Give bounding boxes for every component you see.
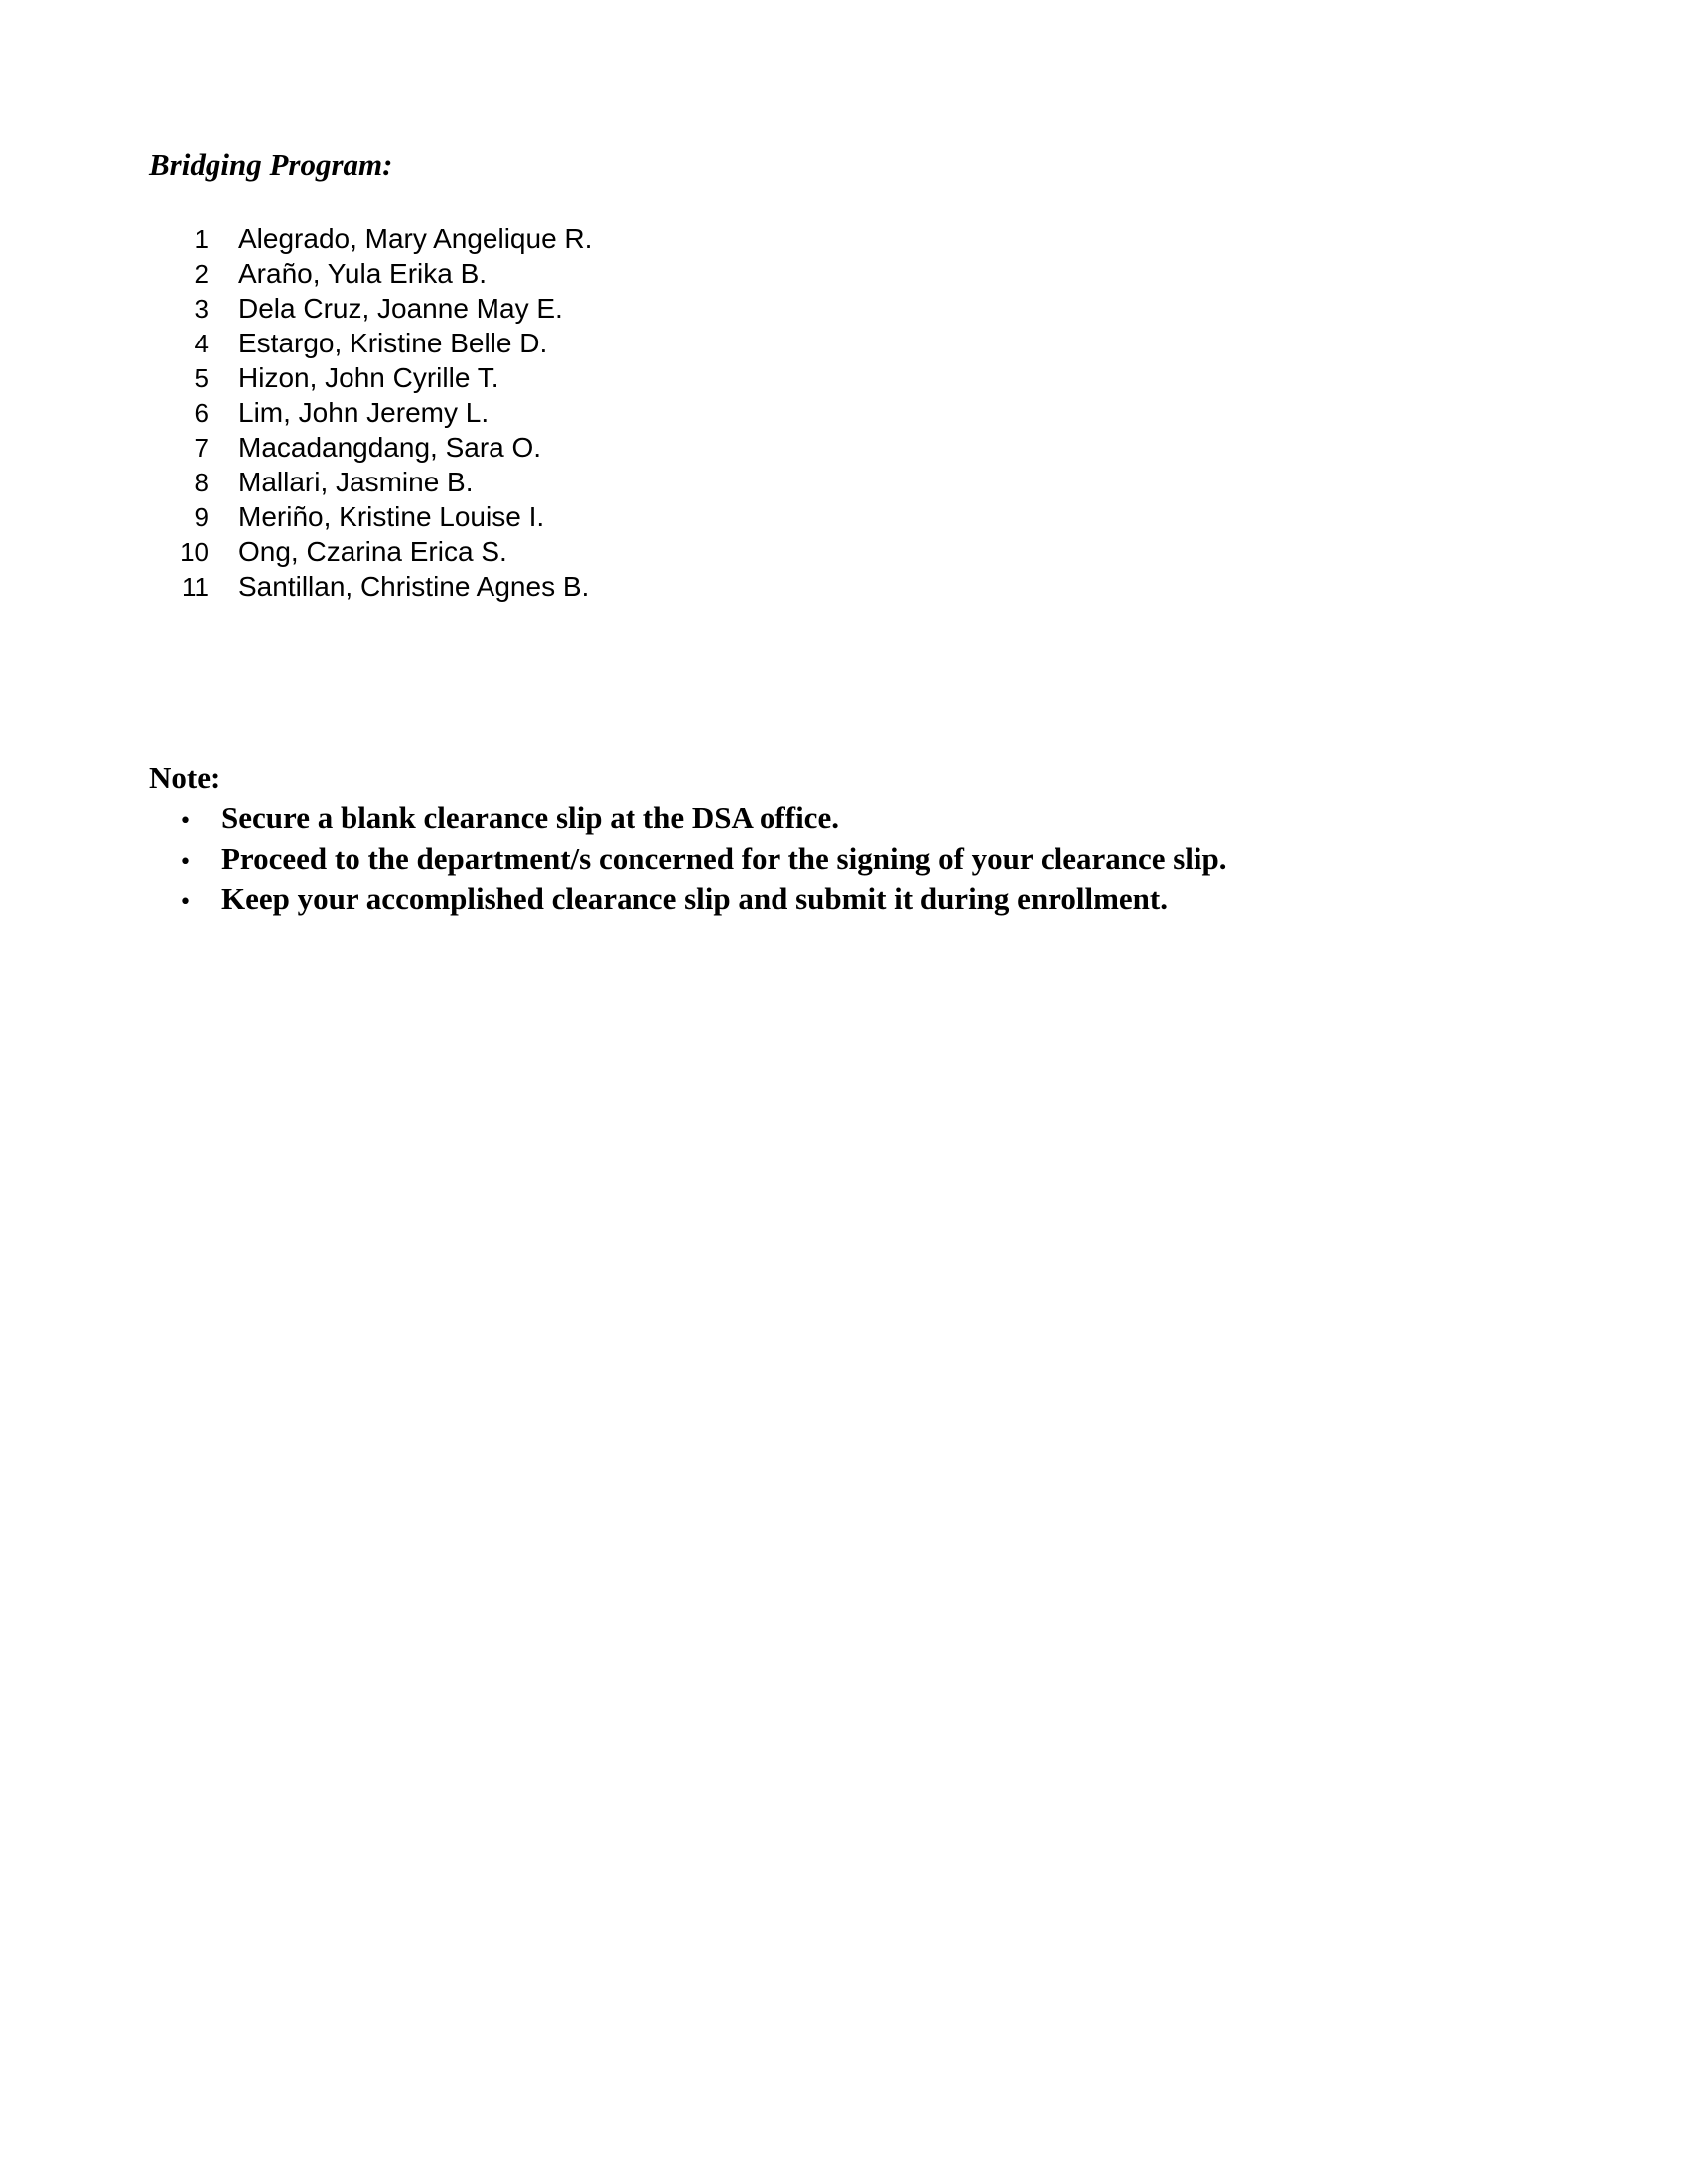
list-item-number: 3 [194,294,209,324]
list-item-number: 5 [194,363,209,393]
list-item [149,362,592,397]
student-name: Araño, Yula Erika B. [238,258,488,289]
student-list [149,223,592,606]
list-item-number: 9 [194,502,209,532]
list-item-number: 7 [194,433,209,463]
note-heading: Note: [149,760,221,795]
list-item-number: 10 [180,537,209,567]
list-item [149,432,592,467]
list-item [149,501,592,536]
student-name: Estargo, Kristine Belle D. [238,328,548,358]
note-text: Proceed to the department/s concerned for the signing of your clearance slip. [221,841,1227,876]
list-item [149,328,592,362]
bullet-icon: • [179,890,192,915]
list-item-number: 1 [194,224,209,254]
student-name: Dela Cruz, Joanne May E. [238,293,563,324]
list-item [149,397,592,432]
list-item-number: 6 [194,398,209,428]
student-name: Mallari, Jasmine B. [238,467,474,497]
list-item [149,223,592,258]
note-item [149,841,1227,882]
student-name: Alegrado, Mary Angelique R. [238,223,593,254]
list-item [149,258,592,293]
note-item [149,800,1227,841]
list-item-number: 11 [182,572,209,602]
student-name: Hizon, John Cyrille T. [238,362,499,393]
list-item [149,467,592,501]
student-name: Santillan, Christine Agnes B. [238,571,590,602]
list-item [149,293,592,328]
student-name: Meriño, Kristine Louise I. [238,501,545,532]
student-name: Lim, John Jeremy L. [238,397,490,428]
student-name: Ong, Czarina Erica S. [238,536,507,567]
note-text: Secure a blank clearance slip at the DSA office. [221,800,839,835]
note-list [149,800,1227,922]
list-item-number: 4 [194,329,209,358]
section-title: Bridging Program: [149,147,393,182]
bullet-icon: • [179,809,192,834]
list-item-number: 2 [194,259,209,289]
bullet-icon: • [179,850,192,875]
list-item-number: 8 [194,468,209,497]
student-name: Macadangdang, Sara O. [238,432,542,463]
note-text: Keep your accomplished clearance slip and submit it during enrollment. [221,882,1168,916]
list-item [149,571,592,606]
note-item [149,882,1227,922]
list-item [149,536,592,571]
